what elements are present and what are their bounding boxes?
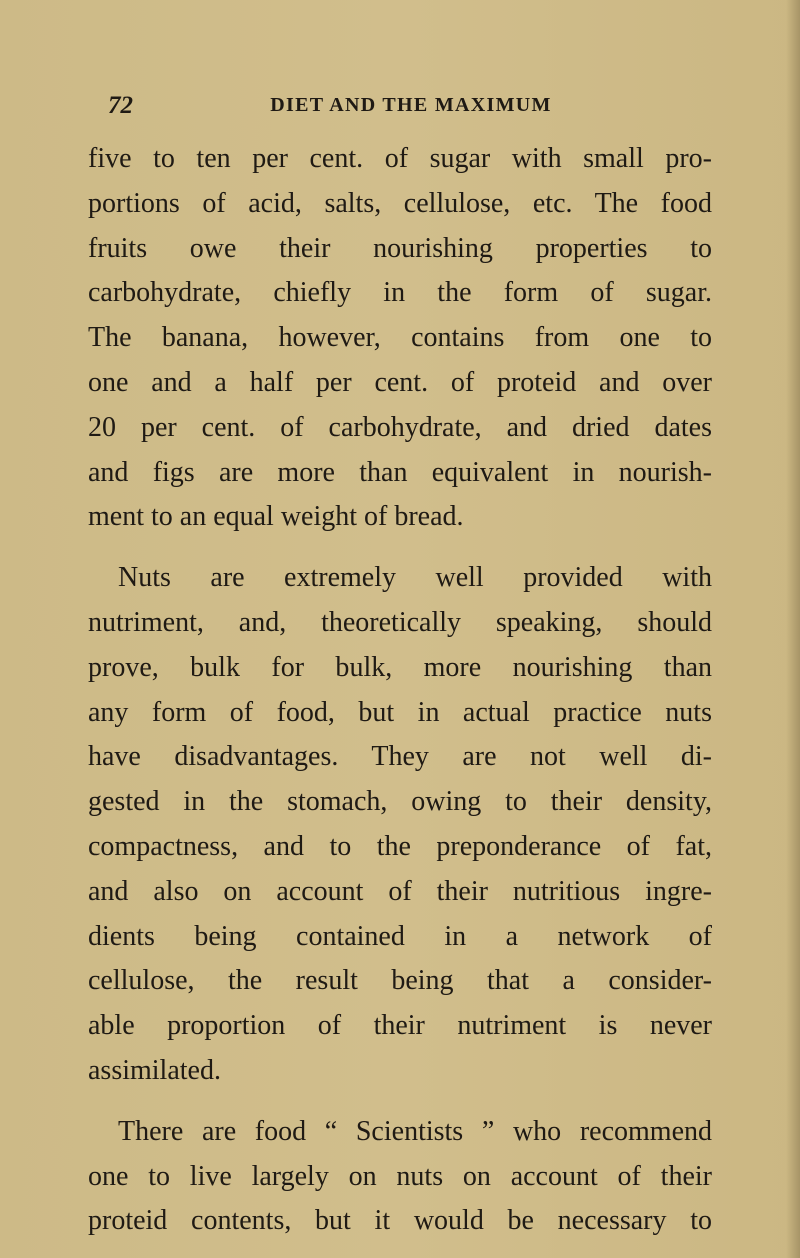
- text-line: five to ten per cent. of sugar with small pro-: [88, 143, 712, 174]
- text-line: cellulose, the result being that a consider-: [88, 965, 712, 997]
- page-number: 72: [108, 92, 133, 119]
- text-line: one and a half per cent. of proteid and over: [88, 366, 712, 398]
- text-line: and figs are more than equivalent in nourish-: [88, 456, 712, 488]
- text-line: assimilated.: [88, 1054, 221, 1086]
- text-line: ment to an equal weight of bread.: [88, 501, 464, 533]
- text-line: Nuts are extremely well provided with: [118, 562, 712, 594]
- text-line: any form of food, but in actual practice nuts: [88, 696, 712, 728]
- paragraph: [88, 556, 712, 1094]
- text-line: dients being contained in a network of: [88, 920, 712, 952]
- text-line: compactness, and to the preponderance of fat,: [88, 830, 712, 862]
- text-line: fruits owe their nourishing properties to: [88, 232, 712, 264]
- body-text: [88, 137, 712, 1244]
- text-line: proteid contents, but it would be necessary to: [88, 1205, 712, 1237]
- paragraph: [88, 1110, 712, 1244]
- paragraph: [88, 137, 712, 540]
- text-line: have disadvantages. They are not well di-: [88, 741, 712, 773]
- text-line: There are food “ Scientists ” who recommend: [118, 1115, 712, 1147]
- text-line: prove, bulk for bulk, more nourishing than: [88, 651, 712, 683]
- text-line: portions of acid, salts, cellulose, etc. The food: [88, 187, 712, 219]
- text-line: The banana, however, contains from one to: [88, 322, 712, 354]
- page-header: [108, 92, 714, 122]
- text-line: one to live largely on nuts on account of their: [88, 1160, 712, 1192]
- text-line: and also on account of their nutritious ingre-: [88, 875, 712, 907]
- running-title: DIET AND THE MAXIMUM: [270, 94, 552, 116]
- text-line: gested in the stomach, owing to their density,: [88, 786, 712, 818]
- text-line: 20 per cent. of carbohydrate, and dried dates: [88, 411, 712, 443]
- text-line: carbohydrate, chiefly in the form of sugar.: [88, 277, 712, 309]
- text-line: nutriment, and, theoretically speaking, should: [88, 606, 712, 638]
- text-line: able proportion of their nutriment is never: [88, 1010, 712, 1042]
- page-edge-shadow: [786, 0, 800, 1258]
